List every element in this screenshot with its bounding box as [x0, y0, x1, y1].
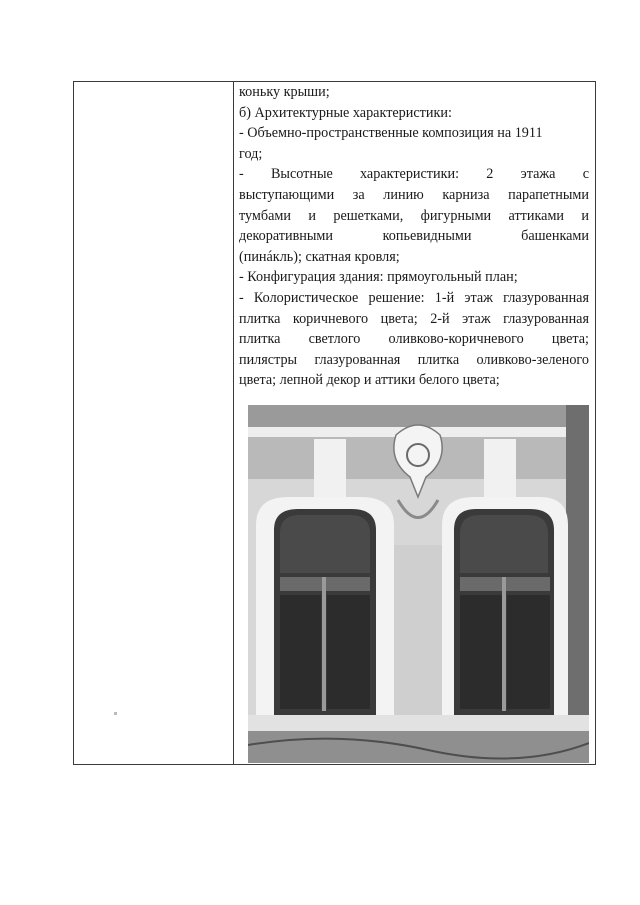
text-line: - Конфигурация здания: прямоугольный план;: [239, 269, 518, 286]
text-line: цвета; лепной декор и аттики белого цвета;: [239, 372, 500, 389]
document-table: [73, 81, 596, 765]
text-line: тумбами и решетками, фигурными аттиками и: [239, 207, 589, 224]
text-line: выступающими за линию карниза парапетными: [239, 186, 589, 203]
window-left: [274, 509, 376, 715]
text-line: коньку крыши;: [239, 84, 330, 100]
table-right-cell: [239, 82, 589, 391]
text-line: - Высотные характеристики: 2 этажа с: [239, 166, 589, 183]
table-left-cell: [74, 82, 233, 764]
text-line: декоративными копьевидными башенками: [239, 228, 589, 245]
text-line: плитка светлого оливково-коричневого цвета;: [239, 331, 589, 348]
text-line: - Объемно-пространственные композиция на 1911: [239, 125, 543, 142]
text-line: - Колористическое решение: 1-й этаж глазурованная: [239, 289, 589, 306]
text-line: (пинáкль); скатная кровля;: [239, 248, 400, 265]
text-line: год;: [239, 145, 263, 162]
text-line: пилястры глазурованная плитка оливково-зеленого: [239, 351, 589, 368]
window-right: [454, 509, 554, 715]
column-divider: [233, 82, 234, 764]
text-line: плитка коричневого цвета; 2-й этаж глазурованная: [239, 310, 589, 327]
text-line: б) Архитектурные характеристики:: [239, 104, 452, 121]
facade-photo: [248, 405, 589, 763]
scan-speck: [114, 712, 117, 715]
